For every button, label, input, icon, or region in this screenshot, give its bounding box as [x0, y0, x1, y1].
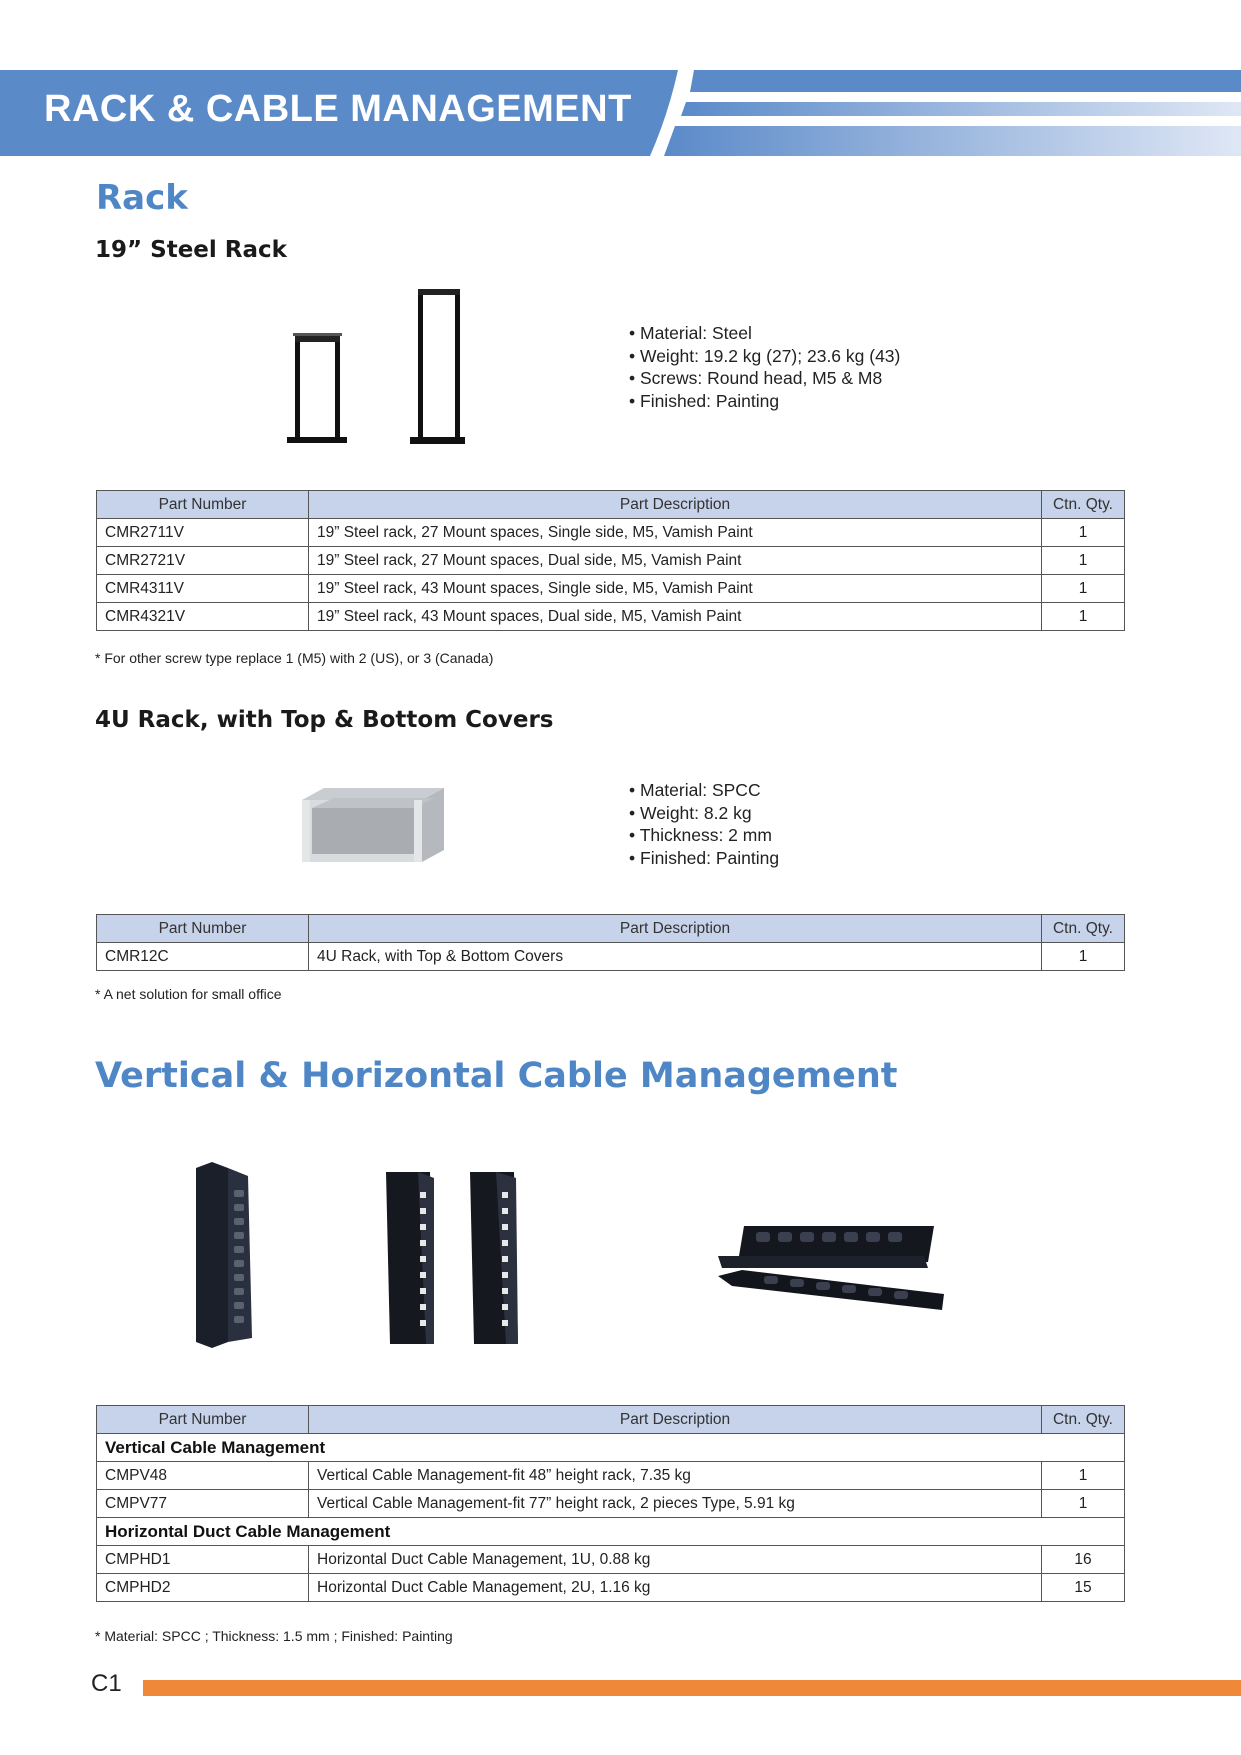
section-title-cable-management: Vertical & Horizontal Cable Management: [95, 1056, 898, 1096]
header-part-description: Part Description: [309, 1406, 1042, 1434]
section-title-rack: Rack: [96, 178, 188, 218]
part-number: CMR2711V: [97, 519, 309, 547]
cable-management-table: [96, 1405, 1125, 1602]
group-horizontal-duct-cable-management: Horizontal Duct Cable Management: [97, 1518, 1125, 1546]
part-description: Vertical Cable Management-fit 77” height rack, 2 pieces Type, 5.91 kg: [309, 1490, 1042, 1518]
part-description: 4U Rack, with Top & Bottom Covers: [309, 943, 1042, 971]
ctn-qty: 1: [1042, 943, 1125, 971]
spec-item: • Material: SPCC: [629, 779, 779, 802]
steel-rack-image: [285, 285, 465, 460]
spec-item: • Weight: 19.2 kg (27); 23.6 kg (43): [629, 345, 900, 368]
page-label: C1: [91, 1670, 122, 1697]
ctn-qty: 1: [1042, 1462, 1125, 1490]
part-number: CMPHD2: [97, 1574, 309, 1602]
ctn-qty: 1: [1042, 603, 1125, 631]
table-row: [97, 547, 1125, 575]
header-title: RACK & CABLE MANAGEMENT: [44, 88, 632, 130]
4u-rack-note: * A net solution for small office: [95, 986, 282, 1002]
group-vertical-cable-management: Vertical Cable Management: [97, 1434, 1125, 1462]
part-number: CMPV48: [97, 1462, 309, 1490]
spec-item: • Finished: Painting: [629, 847, 779, 870]
header-part-description: Part Description: [309, 491, 1042, 519]
part-description: 19” Steel rack, 27 Mount spaces, Dual side, M5, Vamish Paint: [309, 547, 1042, 575]
table-row: [97, 1490, 1125, 1518]
table-header-row: [97, 915, 1125, 943]
table-row: [97, 1546, 1125, 1574]
horizontal-duct-image: [712, 1222, 952, 1322]
part-description: 19” Steel rack, 43 Mount spaces, Single side, M5, Vamish Paint: [309, 575, 1042, 603]
part-description: Vertical Cable Management-fit 48” height rack, 7.35 kg: [309, 1462, 1042, 1490]
header-ctn-qty: Ctn. Qty.: [1042, 1406, 1125, 1434]
steel-rack-table: [96, 490, 1125, 631]
header-ctn-qty: Ctn. Qty.: [1042, 915, 1125, 943]
steel-rack-note: * For other screw type replace 1 (M5) with 2 (US), or 3 (Canada): [95, 650, 494, 666]
cable-management-note: * Material: SPCC ; Thickness: 1.5 mm ; Finished: Painting: [95, 1628, 453, 1644]
header-ctn-qty: Ctn. Qty.: [1042, 491, 1125, 519]
ctn-qty: 15: [1042, 1574, 1125, 1602]
table-row: [97, 575, 1125, 603]
group-row: [97, 1434, 1125, 1462]
vertical-cable-manager-2pc-image: [382, 1168, 522, 1348]
spec-item: • Finished: Painting: [629, 390, 900, 413]
ctn-qty: 16: [1042, 1546, 1125, 1574]
part-description: Horizontal Duct Cable Management, 2U, 1.16 kg: [309, 1574, 1042, 1602]
table-row: [97, 943, 1125, 971]
footer-bar: [143, 1680, 1241, 1696]
part-number: CMPHD1: [97, 1546, 309, 1574]
steel-rack-specs: [629, 322, 900, 412]
table-header-row: [97, 491, 1125, 519]
spec-item: • Weight: 8.2 kg: [629, 802, 779, 825]
ctn-qty: 1: [1042, 575, 1125, 603]
spec-item: • Thickness: 2 mm: [629, 824, 779, 847]
table-row: [97, 1574, 1125, 1602]
vertical-cable-manager-image: [192, 1162, 256, 1348]
spec-item: • Material: Steel: [629, 322, 900, 345]
table-header-row: [97, 1406, 1125, 1434]
part-number: CMR2721V: [97, 547, 309, 575]
part-description: Horizontal Duct Cable Management, 1U, 0.88 kg: [309, 1546, 1042, 1574]
ctn-qty: 1: [1042, 547, 1125, 575]
4u-rack-image: [298, 786, 448, 866]
part-number: CMR4311V: [97, 575, 309, 603]
header-part-description: Part Description: [309, 915, 1042, 943]
header-part-number: Part Number: [97, 1406, 309, 1434]
spec-item: • Screws: Round head, M5 & M8: [629, 367, 900, 390]
header-part-number: Part Number: [97, 915, 309, 943]
subtitle-steel-rack: 19” Steel Rack: [95, 237, 287, 263]
table-row: [97, 603, 1125, 631]
part-number: CMR12C: [97, 943, 309, 971]
header-part-number: Part Number: [97, 491, 309, 519]
part-number: CMPV77: [97, 1490, 309, 1518]
table-row: [97, 519, 1125, 547]
subtitle-4u-rack: 4U Rack, with Top & Bottom Covers: [95, 707, 554, 733]
part-description: 19” Steel rack, 27 Mount spaces, Single side, M5, Vamish Paint: [309, 519, 1042, 547]
table-row: [97, 1462, 1125, 1490]
part-description: 19” Steel rack, 43 Mount spaces, Dual side, M5, Vamish Paint: [309, 603, 1042, 631]
ctn-qty: 1: [1042, 519, 1125, 547]
ctn-qty: 1: [1042, 1490, 1125, 1518]
4u-rack-table: [96, 914, 1125, 971]
group-row: [97, 1518, 1125, 1546]
part-number: CMR4321V: [97, 603, 309, 631]
4u-rack-specs: [629, 779, 779, 869]
